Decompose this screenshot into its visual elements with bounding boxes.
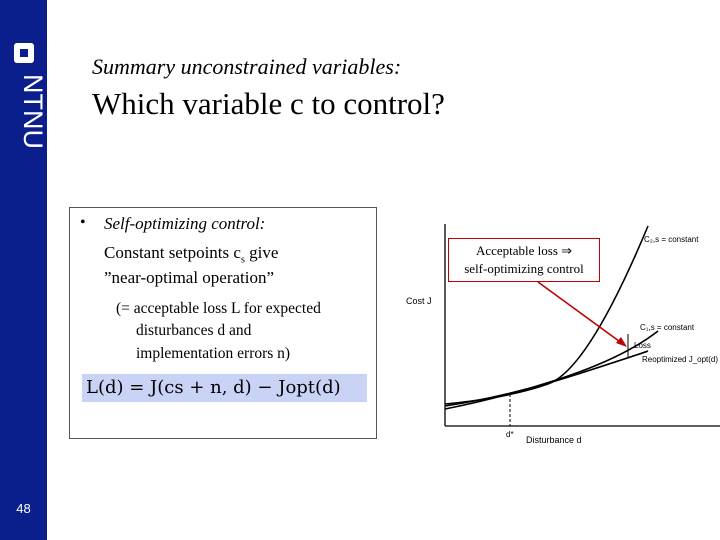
callout-box xyxy=(448,238,600,282)
slide-title: Which variable c to control? xyxy=(92,86,445,121)
curve-jopt xyxy=(445,351,648,406)
curve2-label: C₂,s = constant xyxy=(644,235,699,244)
reopt-label: Reoptimized J_opt(d) xyxy=(642,355,719,364)
loss-formula: L(d) = J(cs + n, d) − Jopt(d) xyxy=(82,374,367,402)
curve1-label: C₁,s = constant xyxy=(640,323,695,332)
sub-line-1: (= acceptable loss L for expected xyxy=(116,300,321,317)
x-axis-label: Disturbance d xyxy=(526,435,582,445)
d-star-label: d* xyxy=(506,430,514,439)
sub-line-3: implementation errors n) xyxy=(136,345,291,362)
ntnu-logo xyxy=(8,40,48,170)
page-number: 48 xyxy=(16,501,31,516)
bullet-line-3: ”near-optimal operation” xyxy=(104,268,275,287)
callout-line-1: Acceptable loss ⇒ xyxy=(475,243,573,258)
slide-subtitle: Summary unconstrained variables: xyxy=(92,54,402,79)
bullet-line-1: Self-optimizing control: xyxy=(104,214,266,233)
summary-textbox xyxy=(69,207,377,439)
sidebar xyxy=(0,0,47,540)
curve-c1 xyxy=(445,331,658,409)
arrowhead-icon xyxy=(616,337,627,347)
y-axis-label: Cost J xyxy=(406,296,432,306)
bullet-icon: • xyxy=(80,214,86,231)
bullet-line-2: Constant setpoints $c_s$ give xyxy=(104,243,279,266)
callout-line-2: self-optimizing control xyxy=(464,261,584,276)
sub-line-2: disturbances d and xyxy=(136,322,252,339)
callout-arrow xyxy=(538,282,623,344)
logo-text: NTNU xyxy=(18,74,48,149)
loss-label: Loss xyxy=(634,341,651,350)
